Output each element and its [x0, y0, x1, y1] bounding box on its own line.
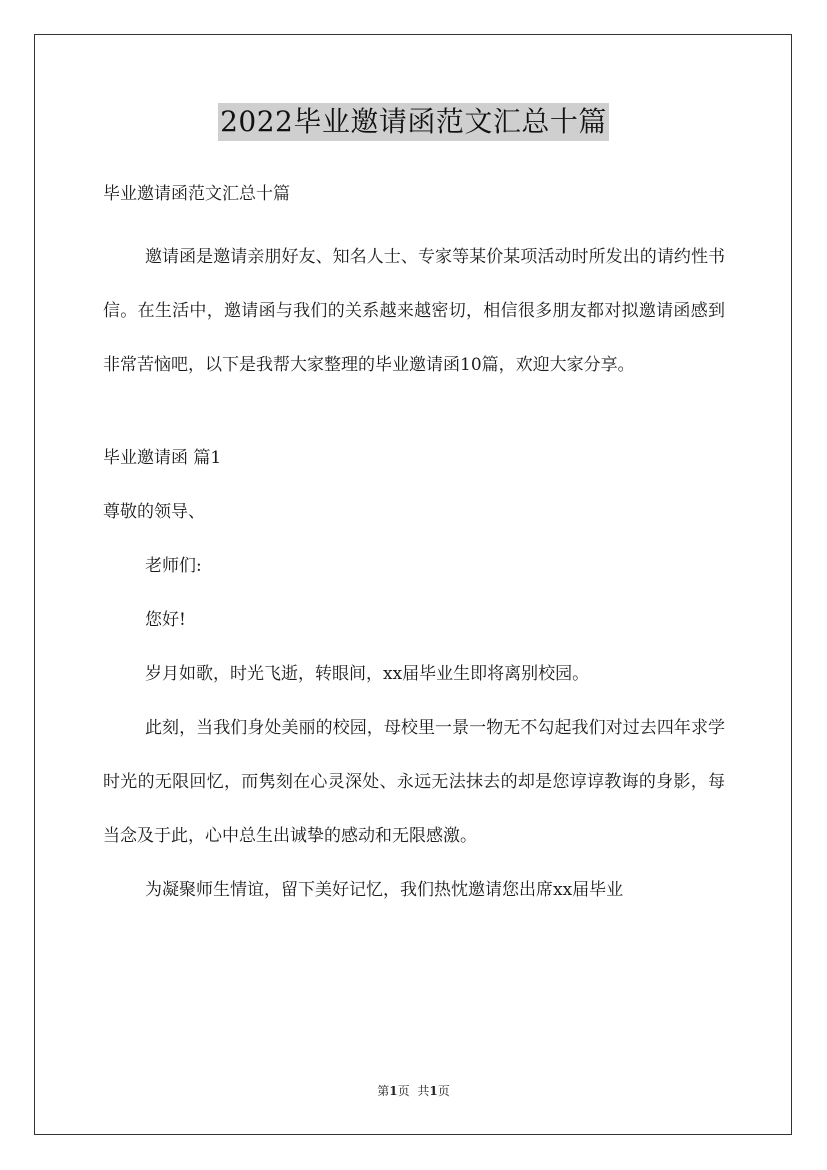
greeting: 您好! — [145, 610, 186, 630]
footer-page-number: 1 — [389, 1084, 398, 1098]
footer-total-suffix: 页 — [437, 1084, 450, 1098]
footer-prefix: 第 — [377, 1084, 390, 1098]
paragraph-2: 此刻，当我们身处美丽的校园，母校里一景一物无不勾起我们对过去四年求学时光的无限回忆，而隽刻在心灵深处、永远无法抹去的却是您谆谆教诲的身影，每当念及于此，心中总生出诚挚的感动和无限感激。 — [103, 718, 725, 846]
section-heading: 毕业邀请函 篇1 — [103, 448, 222, 468]
paragraph-1: 岁月如歌，时光飞逝，转眼间，xx届毕业生即将离别校园。 — [145, 664, 590, 684]
title-area — [0, 103, 827, 141]
spacer — [103, 392, 725, 440]
paragraph-3: 为凝聚师生情谊，留下美好记忆，我们热忱邀请您出席xx届毕业 — [145, 880, 624, 900]
document-title: 2022毕业邀请函范文汇总十篇 — [218, 103, 609, 141]
salutation-teachers: 老师们: — [145, 556, 202, 576]
footer-page-suffix: 页 — [397, 1084, 410, 1098]
salutation-line: 尊敬的领导、 — [103, 502, 205, 522]
footer-total-pages: 1 — [429, 1084, 438, 1098]
intro-paragraph: 邀请函是邀请亲朋好友、知名人士、专家等某价某项活动时所发出的请约性书信。在生活中，邀请函与我们的关系越来越密切，相信很多朋友都对拟邀请函感到非常苦恼吧，以下是我帮大家整理的毕业邀请函10篇，欢迎大家分享。 — [103, 247, 725, 375]
footer-total-prefix: 共 — [417, 1084, 430, 1098]
document-subtitle: 毕业邀请函范文汇总十篇 — [103, 184, 290, 204]
page-footer — [0, 1083, 827, 1099]
document-body — [103, 176, 725, 917]
